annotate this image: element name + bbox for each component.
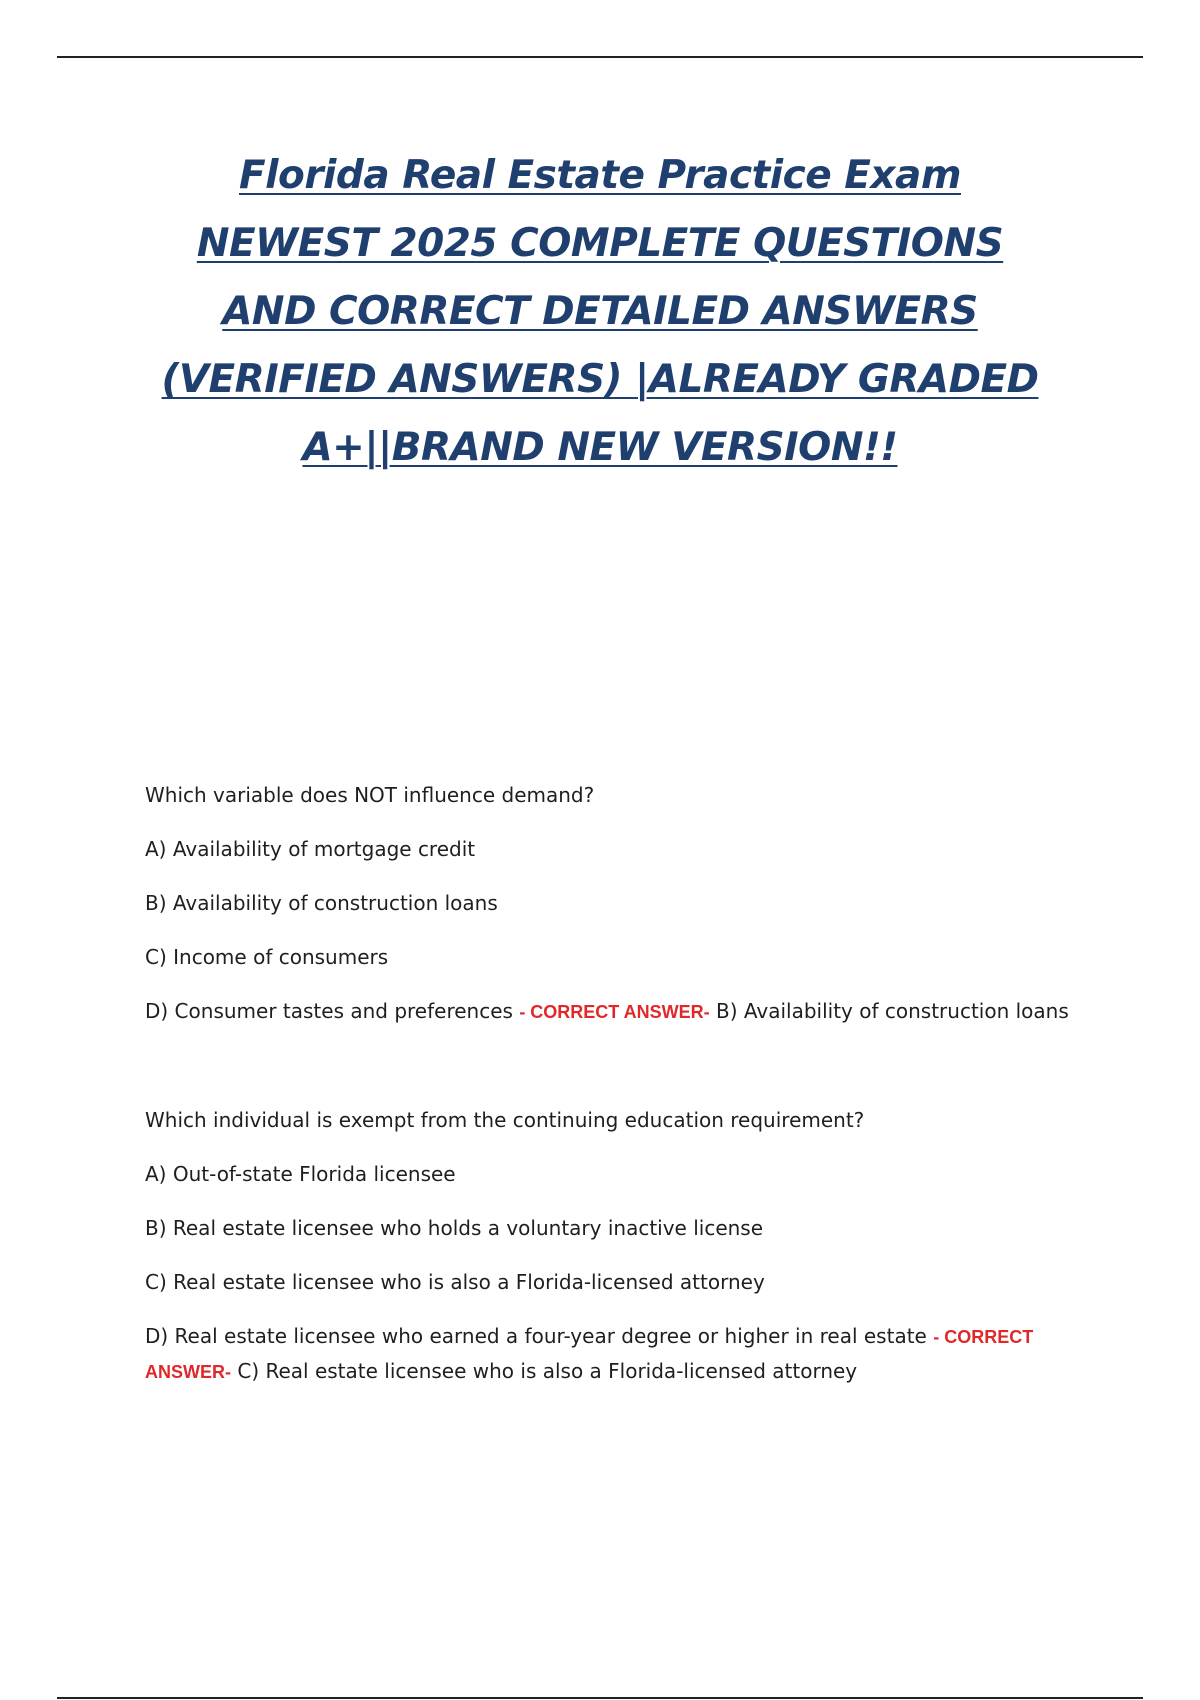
option-d-with-answer xyxy=(145,1319,1085,1389)
question-block xyxy=(145,1103,1085,1389)
question-text: Which individual is exempt from the continuing education requirement? xyxy=(145,1108,865,1132)
option-a: A) Availability of mortgage credit xyxy=(145,837,476,861)
correct-answer: C) Real estate licensee who is also a Florida-licensed attorney xyxy=(237,1359,858,1383)
correct-answer: B) Availability of construction loans xyxy=(716,999,1069,1023)
correct-answer-label: - CORRECT ANSWER- xyxy=(145,1327,1034,1382)
option-b: B) Real estate licensee who holds a voluntary inactive license xyxy=(145,1216,764,1240)
option-a: A) Out-of-state Florida licensee xyxy=(145,1162,456,1186)
option-b: B) Availability of construction loans xyxy=(145,891,498,915)
option-d-with-answer xyxy=(145,994,1085,1029)
option-d: D) Consumer tastes and preferences xyxy=(145,999,513,1023)
bottom-rule xyxy=(57,1697,1143,1699)
option-c: C) Real estate licensee who is also a Florida-licensed attorney xyxy=(145,1270,765,1294)
question-block xyxy=(145,778,1085,1029)
option-c: C) Income of consumers xyxy=(145,945,389,969)
correct-answer-label: - CORRECT ANSWER- xyxy=(519,1002,710,1022)
document-title: Florida Real Estate Practice Exam NEWEST 2025 COMPLETE QUESTIONS AND CORRECT DETAILED ANSWERS (VERIFIED ANSWERS) |ALREADY GRADED A+||BRAND NEW VERSION!! xyxy=(161,153,1039,470)
question-text: Which variable does NOT influence demand? xyxy=(145,783,595,807)
top-rule xyxy=(57,56,1143,58)
option-d: D) Real estate licensee who earned a four-year degree or higher in real estate xyxy=(145,1324,927,1348)
